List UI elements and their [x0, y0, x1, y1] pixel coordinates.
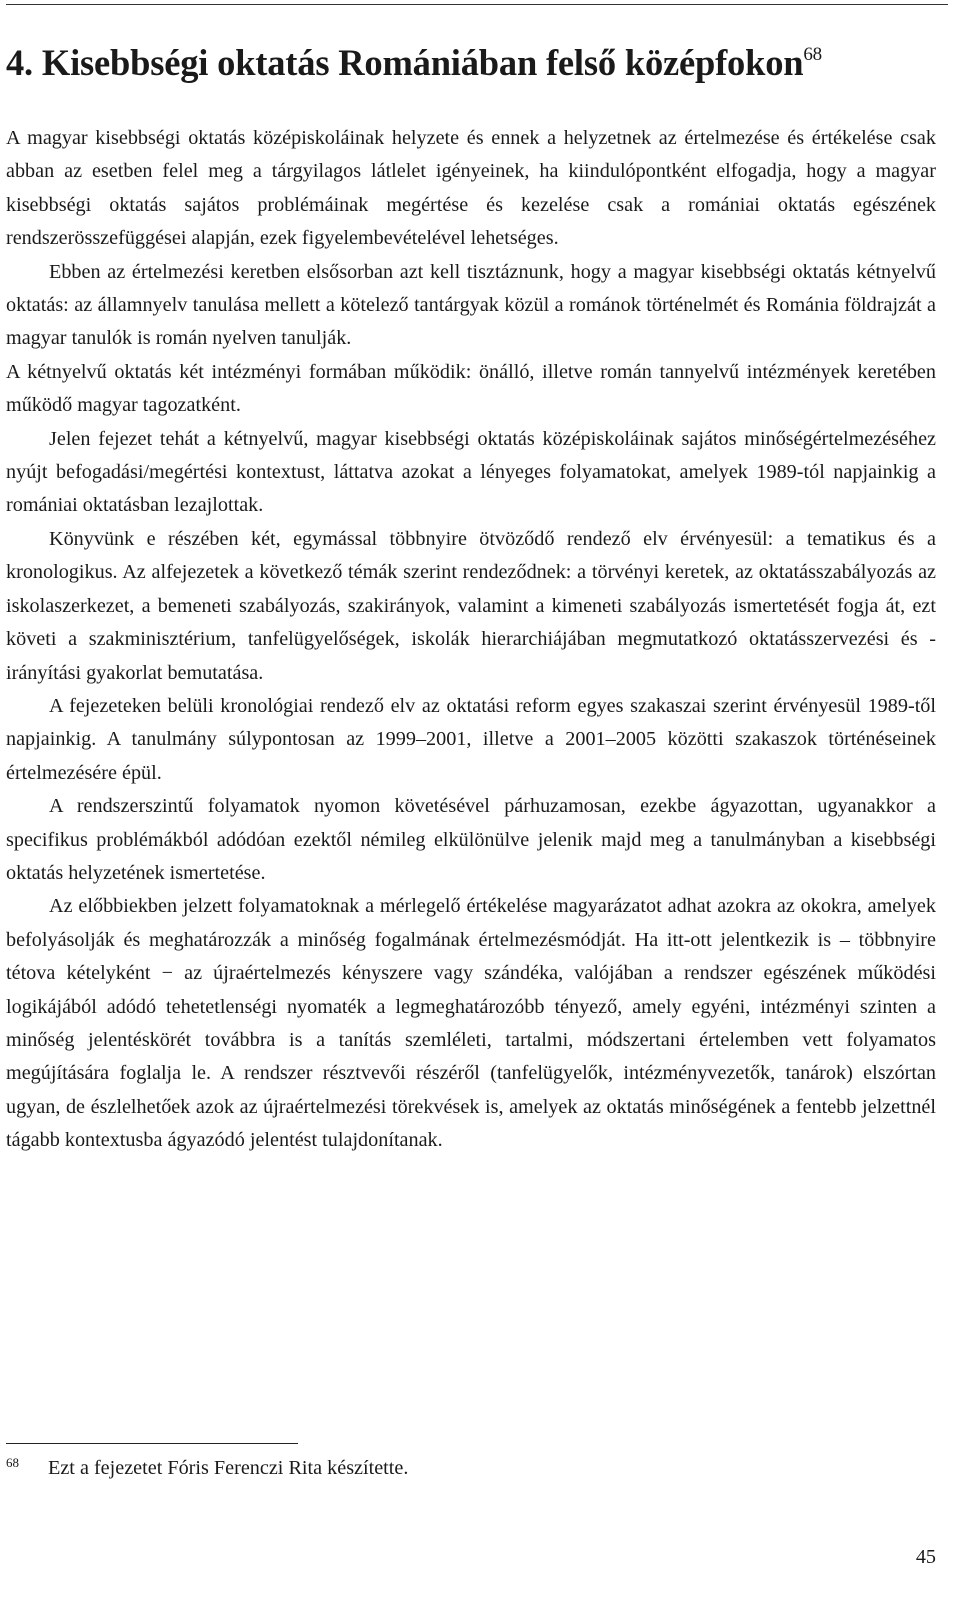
paragraph-6: A fejezeteken belüli kronológiai rendező elv az oktatási reform egyes szakaszai szerint érvényesül 1989-től napjainkig. A tanulmány súlypontosan az 1999–2001, illetve a 2001–2005 közötti szakaszok történéseinek értelmezésére épül.: [6, 694, 936, 784]
footnote-reference[interactable]: 68: [803, 44, 822, 65]
footnote: 68 Ezt a fejezetet Fóris Ferenczi Rita készítette.: [6, 1455, 409, 1479]
paragraph-5: Könyvünk e részében két, egymással többnyire ötvöződő rendező elv érvényesül: a tematikus és a kronologikus. Az alfejezetek a következő témák szerint rendeződnek: a törvényi keretek, az oktatásszabályozás az iskolaszerkezet, a bemeneti szabályozás, szakirányok, valamint a kimeneti szabályozás ismertetését fogja át, ezt követi a szakminisztérium, tanfelügyelőségek, iskolák hierarchiájában megmutatkozó oktatásszervezési és -irányítási gyakorlat bemutatása.: [6, 527, 936, 684]
paragraph-2: Ebben az értelmezési keretben elsősorban azt kell tisztáznunk, hogy a magyar kisebbségi oktatás kétnyelvű oktatás: az államnyelv tanulása mellett a kötelező tantárgyak közül a románok történelmét és Románia földrajzát a magyar tanulók is román nyelven tanulják.: [6, 260, 936, 350]
chapter-title: [6, 38, 822, 88]
paragraph-8: Az előbbiekben jelzett folyamatoknak a mérlegelő értékelése magyarázatot adhat azokra az okokra, amelyek befolyásolják és meghatározzák a minőség fogalmának értelmezésmódját. Ha itt-ott jelentkezik is – többnyire tétova kételyként − az újraértelmezés kényszere vagy szándéka, valójában a rendszer egészének működési logikájából adódó tehetetlenségi nyomaték a legmeghatározóbb tényező, amely egyéni, intézményi szinten a minőség jelentéskörét továbbra is a tanítás szemléleti, tartalmi, módszertani értelemben vett folyamatos megújítására foglalja le. A rendszer résztvevői részéről (tanfelügyelők, intézményvezetők, tanárok) elszórtan ugyan, de észlelhetőek azok az újraértelmezési törekvések is, amelyek az oktatás minőségének a fentebb jelzettnél tágabb kontextusba ágyazódó jelentést tulajdonítanak.: [6, 895, 936, 1152]
paragraph-3: A kétnyelvű oktatás két intézményi formában működik: önálló, illetve román tannyelvű intézmények keretében működő magyar tagozatként.: [6, 360, 936, 417]
paragraph-1: A magyar kisebbségi oktatás középiskoláinak helyzete és ennek a helyzetnek az értelmezése és értékelése csak abban az esetben felel meg a tárgyilagos látlelet igényeinek, ha kiindulópontként elfogadja, hogy a magyar kisebbségi oktatás sajátos problémáinak megértése és kezelése csak a romániai oktatás egészének rendszerösszefüggései alapján, ezek figyelembevételével lehetséges.: [6, 127, 936, 250]
footnote-text: Ezt a fejezetet Fóris Ferenczi Rita készítette.: [48, 1457, 409, 1479]
paragraph-4: Jelen fejezet tehát a kétnyelvű, magyar kisebbségi oktatás középiskoláinak sajátos minőségértelmezéséhez nyújt befogadási/megértési kontextust, láttatva azokat a lényeges folyamatokat, amelyek 1989-tól napjainkig a romániai oktatásban lezajlottak.: [6, 427, 936, 517]
footnote-separator: [6, 1443, 298, 1444]
paragraph-7: A rendszerszintű folyamatok nyomon követésével párhuzamosan, ezekbe ágyazottan, ugyanakkor a specifikus problémákból adódóan ezektől némileg elkülönülve jelenik majd meg a tanulmányban a kisebbségi oktatás helyzetének ismertetése.: [6, 795, 936, 884]
page-number: 45: [915, 1546, 936, 1568]
chapter-title-text: 4. Kisebbségi oktatás Romániában felső középfokon: [6, 42, 804, 83]
body-text: [6, 122, 936, 1158]
header-rule: [6, 4, 948, 5]
